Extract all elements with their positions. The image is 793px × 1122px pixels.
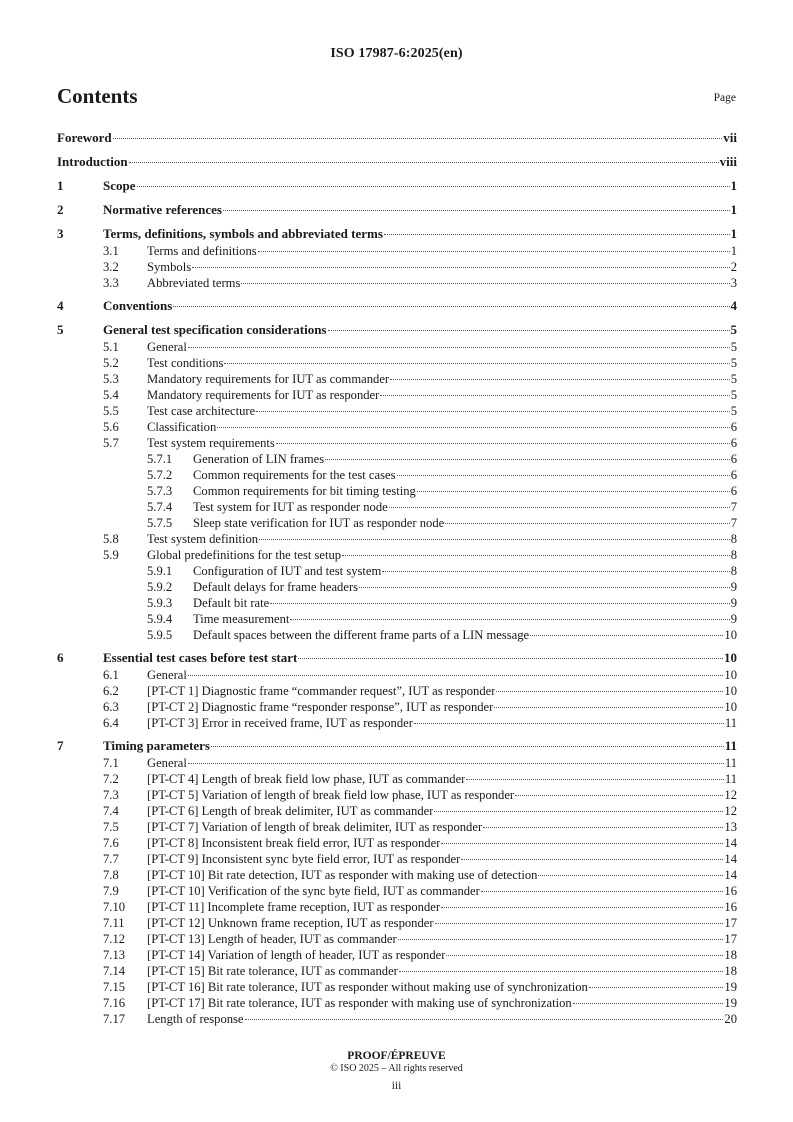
toc-entry[interactable] xyxy=(57,755,737,771)
toc-entry-title[interactable]: Default spaces between the different frame parts of a LIN message xyxy=(193,628,530,642)
toc-entry-title[interactable]: [PT-CT 15] Bit rate tolerance, IUT as commander xyxy=(147,964,398,978)
toc-entry-title[interactable]: [PT-CT 9] Inconsistent sync byte field error, IUT as responder xyxy=(147,852,461,866)
toc-entry-page[interactable]: 4 xyxy=(730,298,737,313)
toc-entry-title[interactable]: [PT-CT 16] Bit rate tolerance, IUT as responder without making use of synchronization xyxy=(147,980,588,994)
toc-entry-page[interactable]: 11 xyxy=(724,756,737,770)
toc-entry[interactable] xyxy=(57,531,737,547)
dot-leader xyxy=(224,363,729,364)
toc-entry[interactable] xyxy=(57,667,737,683)
toc-entry-page[interactable]: 6 xyxy=(730,420,737,434)
toc-entry-number: 3.1 xyxy=(103,244,119,258)
toc-entry-page[interactable]: 10 xyxy=(724,684,737,698)
toc-entry-number: 7.9 xyxy=(103,884,119,898)
toc-entry-number: 2 xyxy=(57,202,64,217)
toc-entry-number: 7.1 xyxy=(103,756,119,770)
toc-entry-title[interactable]: Test system requirements xyxy=(147,436,275,450)
toc-entry-title[interactable]: Default delays for frame headers xyxy=(193,580,359,594)
dot-leader xyxy=(211,746,724,747)
toc-entry-number: 5.7.2 xyxy=(147,468,173,482)
toc-entry-title[interactable]: Common requirements for the test cases xyxy=(193,468,396,482)
toc-entry[interactable] xyxy=(57,563,737,579)
toc-entry-page[interactable]: 9 xyxy=(730,580,737,594)
toc-entry-number: 5.7.4 xyxy=(147,500,173,514)
page-number: iii xyxy=(391,1080,402,1092)
dot-leader xyxy=(530,635,723,636)
toc-entry-title[interactable]: General xyxy=(147,668,187,682)
dot-leader xyxy=(241,283,729,284)
dot-leader xyxy=(173,306,729,307)
toc-entry[interactable] xyxy=(57,451,737,467)
toc-entry-title[interactable]: Introduction xyxy=(57,154,128,169)
toc-entry[interactable] xyxy=(57,683,737,699)
toc-entry-number: 7 xyxy=(57,738,64,753)
toc-entry[interactable] xyxy=(57,579,737,595)
dot-leader xyxy=(461,859,723,860)
toc-entry[interactable] xyxy=(57,419,737,435)
toc-entry-page[interactable]: 5 xyxy=(730,388,737,402)
toc-entry-title[interactable]: General test specification considerations xyxy=(103,322,327,337)
toc-entry-number: 7.4 xyxy=(103,804,119,818)
toc-entry-number: 5.7.3 xyxy=(147,484,173,498)
toc-entry[interactable] xyxy=(57,771,737,787)
toc-entry-number: 3 xyxy=(57,226,64,241)
toc-entry-title[interactable]: [PT-CT 6] Length of break delimiter, IUT as commander xyxy=(147,804,434,818)
dot-leader xyxy=(434,811,723,812)
toc-entry[interactable] xyxy=(57,627,737,643)
toc-entry-number: 3.2 xyxy=(103,260,119,274)
dot-leader xyxy=(496,691,723,692)
toc-entry[interactable] xyxy=(57,611,737,627)
toc-entry-title[interactable]: Test system definition xyxy=(147,532,259,546)
toc-entry-title[interactable]: Scope xyxy=(103,178,136,193)
toc-entry-title[interactable]: Conventions xyxy=(103,298,173,313)
toc-entry-number: 3.3 xyxy=(103,276,119,290)
toc-entry[interactable] xyxy=(57,152,737,171)
toc-entry-page[interactable]: 11 xyxy=(724,772,737,786)
dot-leader xyxy=(129,162,719,163)
dot-leader xyxy=(389,507,730,508)
dot-leader xyxy=(245,1019,724,1020)
dot-leader xyxy=(441,907,723,908)
toc-entry-title[interactable]: [PT-CT 1] Diagnostic frame “commander request”, IUT as responder xyxy=(147,684,496,698)
toc-entry[interactable] xyxy=(57,736,737,755)
dot-leader xyxy=(217,427,729,428)
dot-leader xyxy=(481,891,724,892)
toc-entry-page[interactable]: 16 xyxy=(724,884,737,898)
toc-entry-page[interactable]: 10 xyxy=(724,650,737,665)
dot-leader xyxy=(223,210,730,211)
toc-entry-page[interactable]: 8 xyxy=(730,532,737,546)
toc-entry-title[interactable]: [PT-CT 11] Incomplete frame reception, IUT as responder xyxy=(147,900,441,914)
page-footer xyxy=(0,1050,793,1093)
toc-entry-title[interactable]: [PT-CT 5] Variation of length of break field low phase, IUT as responder xyxy=(147,788,515,802)
toc-entry-page[interactable]: 1 xyxy=(730,244,737,258)
toc-entry-number: 7.7 xyxy=(103,852,119,866)
dot-leader xyxy=(417,491,730,492)
toc-entry-page[interactable]: 1 xyxy=(730,178,737,193)
dot-leader xyxy=(137,186,730,187)
toc-entry-title[interactable]: Common requirements for bit timing testing xyxy=(193,484,416,498)
toc-entry-number: 7.13 xyxy=(103,948,126,962)
toc-entry-page[interactable]: 5 xyxy=(730,340,737,354)
dot-leader xyxy=(359,587,730,588)
toc-entry[interactable] xyxy=(57,200,737,219)
toc-entry[interactable] xyxy=(57,387,737,403)
toc-entry-page[interactable]: 11 xyxy=(724,738,737,753)
toc-entry-number: 5.9.5 xyxy=(147,628,173,642)
dot-leader xyxy=(589,987,724,988)
toc-entry-page[interactable]: 9 xyxy=(730,612,737,626)
toc-entry[interactable] xyxy=(57,803,737,819)
toc-entry-page[interactable]: 16 xyxy=(724,900,737,914)
toc-entry-page[interactable]: 5 xyxy=(730,356,737,370)
toc-entry[interactable] xyxy=(57,648,737,667)
toc-entry-title[interactable]: [PT-CT 12] Unknown frame reception, IUT as responder xyxy=(147,916,434,930)
toc-entry-title[interactable]: [PT-CT 13] Length of header, IUT as commander xyxy=(147,932,397,946)
toc-entry[interactable] xyxy=(57,403,737,419)
toc-entry-number: 5.7.1 xyxy=(147,452,173,466)
proof-label: PROOF/ÉPREUVE xyxy=(347,1050,446,1062)
toc-entry[interactable] xyxy=(57,851,737,867)
toc-entry-page[interactable]: 14 xyxy=(724,852,737,866)
toc-entry-page[interactable]: 18 xyxy=(724,964,737,978)
toc-entry-title[interactable]: [PT-CT 17] Bit rate tolerance, IUT as responder with making use of synchronization xyxy=(147,996,572,1010)
toc-entry-title[interactable]: Normative references xyxy=(103,202,222,217)
toc-entry-title[interactable]: [PT-CT 4] Length of break field low phase, IUT as commander xyxy=(147,772,466,786)
toc-entry-number: 6.1 xyxy=(103,668,119,682)
toc-entry-page[interactable]: 6 xyxy=(730,436,737,450)
toc-entry-page[interactable]: 5 xyxy=(730,322,737,337)
toc-entry-number: 5.9 xyxy=(103,548,119,562)
dot-leader xyxy=(515,795,723,796)
toc-entry[interactable] xyxy=(57,467,737,483)
toc-entry[interactable] xyxy=(57,275,737,291)
toc-entry[interactable] xyxy=(57,320,737,339)
toc-entry[interactable] xyxy=(57,867,737,883)
toc-entry-title[interactable]: Global predefinitions for the test setup xyxy=(147,548,342,562)
toc-entry-title[interactable]: General xyxy=(147,340,187,354)
toc-entry-title[interactable]: [PT-CT 10] Bit rate detection, IUT as responder with making use of detection xyxy=(147,868,538,882)
toc-entry-page[interactable]: 18 xyxy=(724,948,737,962)
dot-leader xyxy=(446,955,723,956)
toc-entry-title[interactable]: [PT-CT 10] Verification of the sync byte field, IUT as commander xyxy=(147,884,480,898)
dot-leader xyxy=(259,539,730,540)
toc-entry[interactable] xyxy=(57,1011,737,1027)
toc-entry-title[interactable]: General xyxy=(147,756,187,770)
toc-entry-page[interactable]: 13 xyxy=(724,820,737,834)
toc-entry-number: 7.3 xyxy=(103,788,119,802)
dot-leader xyxy=(192,267,730,268)
toc-entry-page[interactable]: 20 xyxy=(724,1012,737,1026)
toc-entry-number: 5.5 xyxy=(103,404,119,418)
toc-entry[interactable] xyxy=(57,176,737,195)
toc-entry-page[interactable]: 6 xyxy=(730,452,737,466)
toc-entry-page[interactable]: 10 xyxy=(724,700,737,714)
dot-leader xyxy=(441,843,723,844)
dot-leader xyxy=(270,603,729,604)
toc-entry[interactable] xyxy=(57,699,737,715)
toc-entry-number: 5.6 xyxy=(103,420,119,434)
toc-entry-page[interactable]: 12 xyxy=(724,804,737,818)
toc-entry-title[interactable]: Generation of LIN frames xyxy=(193,452,325,466)
dot-leader xyxy=(382,571,729,572)
dot-leader xyxy=(256,411,730,412)
toc-entry-page[interactable]: 8 xyxy=(730,564,737,578)
toc-entry-number: 7.15 xyxy=(103,980,126,994)
toc-entry[interactable] xyxy=(57,259,737,275)
toc-entry-number: 5.9.1 xyxy=(147,564,173,578)
toc-entry[interactable] xyxy=(57,963,737,979)
toc-entry[interactable] xyxy=(57,547,737,563)
dot-leader xyxy=(494,707,723,708)
toc-entry[interactable] xyxy=(57,224,737,243)
toc-entry-number: 6.3 xyxy=(103,700,119,714)
toc-entry-number: 6.2 xyxy=(103,684,119,698)
toc-entry[interactable] xyxy=(57,931,737,947)
toc-entry-page[interactable]: 17 xyxy=(724,932,737,946)
toc-entry-title[interactable]: [PT-CT 14] Variation of length of header, IUT as responder xyxy=(147,948,446,962)
toc-entry-page[interactable]: 10 xyxy=(724,628,737,642)
toc-entry[interactable] xyxy=(57,355,737,371)
toc-entry-page[interactable]: 14 xyxy=(724,868,737,882)
toc-entry[interactable] xyxy=(57,835,737,851)
page-column-label: Page xyxy=(713,92,736,104)
toc-entry-number: 7.10 xyxy=(103,900,126,914)
dot-leader xyxy=(188,347,730,348)
toc-entry[interactable] xyxy=(57,883,737,899)
toc-entry-number: 5.7 xyxy=(103,436,119,450)
toc-entry-title[interactable]: [PT-CT 7] Variation of length of break delimiter, IUT as responder xyxy=(147,820,483,834)
toc-entry-number: 7.12 xyxy=(103,932,126,946)
toc-entry[interactable] xyxy=(57,915,737,931)
toc-entry[interactable] xyxy=(57,243,737,259)
toc-entry[interactable] xyxy=(57,947,737,963)
toc-entry[interactable] xyxy=(57,715,737,731)
toc-entry-number: 5.8 xyxy=(103,532,119,546)
dot-leader xyxy=(380,395,729,396)
toc-entry[interactable] xyxy=(57,979,737,995)
toc-entry-title[interactable]: [PT-CT 2] Diagnostic frame “responder response”, IUT as responder xyxy=(147,700,494,714)
toc-entry-number: 7.2 xyxy=(103,772,119,786)
toc-entry-page[interactable]: 2 xyxy=(730,260,737,274)
toc-entry-page[interactable]: 14 xyxy=(724,836,737,850)
toc-entry-number: 5.4 xyxy=(103,388,119,402)
toc-entry-page[interactable]: 8 xyxy=(730,548,737,562)
toc-entry[interactable] xyxy=(57,515,737,531)
dot-leader xyxy=(342,555,730,556)
dot-leader xyxy=(573,1003,724,1004)
toc-entry[interactable] xyxy=(57,483,737,499)
dot-leader xyxy=(435,923,724,924)
toc-entry-title[interactable]: Essential test cases before test start xyxy=(103,650,298,665)
toc-entry-page[interactable]: vii xyxy=(723,130,737,145)
dot-leader xyxy=(384,234,730,235)
toc-entry-number: 7.6 xyxy=(103,836,119,850)
toc-entry-number: 1 xyxy=(57,178,64,193)
toc-entry-page[interactable]: 11 xyxy=(724,716,737,730)
dot-leader xyxy=(390,379,730,380)
toc-entry-page[interactable]: 10 xyxy=(724,668,737,682)
toc-entry[interactable] xyxy=(57,435,737,451)
toc-entry-title[interactable]: [PT-CT 3] Error in received frame, IUT as responder xyxy=(147,716,413,730)
dot-leader xyxy=(445,523,729,524)
toc-entry-number: 7.16 xyxy=(103,996,126,1010)
toc-entry-number: 6 xyxy=(57,650,64,665)
toc-entry-page[interactable]: 19 xyxy=(724,980,737,994)
copyright-notice: © ISO 2025 – All rights reserved xyxy=(330,1063,463,1074)
toc-entry-title[interactable]: Terms and definitions xyxy=(147,244,257,258)
toc-entry-number: 7.8 xyxy=(103,868,119,882)
toc-entry[interactable] xyxy=(57,128,737,147)
toc-entry-title[interactable]: Configuration of IUT and test system xyxy=(193,564,382,578)
toc-entry-title[interactable]: Classification xyxy=(147,420,217,434)
dot-leader xyxy=(328,330,730,331)
toc-entry-number: 7.11 xyxy=(103,916,125,930)
toc-entry-number: 5.7.5 xyxy=(147,516,173,530)
toc-entry-title[interactable]: Test conditions xyxy=(147,356,224,370)
toc-entry-page[interactable]: 5 xyxy=(730,404,737,418)
toc-entry-page[interactable]: viii xyxy=(719,154,737,169)
dot-leader xyxy=(397,475,730,476)
toc-entry-title[interactable]: Mandatory requirements for IUT as responder xyxy=(147,388,380,402)
toc-entry-page[interactable]: 7 xyxy=(730,516,737,530)
toc-entry[interactable] xyxy=(57,371,737,387)
dot-leader xyxy=(298,658,723,659)
contents-title: Contents xyxy=(57,84,138,108)
toc-entry-title[interactable]: Sleep state verification for IUT as responder node xyxy=(193,516,445,530)
toc-entry-number: 5.9.3 xyxy=(147,596,173,610)
toc-entry-number: 5.9.2 xyxy=(147,580,173,594)
dot-leader xyxy=(466,779,723,780)
toc-entry-page[interactable]: 6 xyxy=(730,484,737,498)
toc-entry-page[interactable]: 1 xyxy=(730,202,737,217)
toc-entry-title[interactable]: Terms, definitions, symbols and abbreviated terms xyxy=(103,226,383,241)
toc-entry-title[interactable]: Timing parameters xyxy=(103,738,210,753)
toc-entry-number: 5.3 xyxy=(103,372,119,386)
toc-entry-number: 5.1 xyxy=(103,340,119,354)
toc-entry-title[interactable]: Test case architecture xyxy=(147,404,256,418)
toc-entry-page[interactable]: 17 xyxy=(724,916,737,930)
toc-entry-number: 5.2 xyxy=(103,356,119,370)
toc-entry[interactable] xyxy=(57,296,737,315)
dot-leader xyxy=(113,138,723,139)
toc-entry-title[interactable]: Mandatory requirements for IUT as commander xyxy=(147,372,390,386)
toc-entry-number: 4 xyxy=(57,298,64,313)
table-of-contents xyxy=(57,128,737,1027)
dot-leader xyxy=(398,939,724,940)
dot-leader xyxy=(399,971,724,972)
document-id-header: ISO 17987-6:2025(en) xyxy=(330,46,463,61)
toc-entry-page[interactable]: 1 xyxy=(730,226,737,241)
toc-entry-number: 6.4 xyxy=(103,716,119,730)
toc-entry[interactable] xyxy=(57,899,737,915)
dot-leader xyxy=(188,763,724,764)
dot-leader xyxy=(414,723,724,724)
toc-entry-page[interactable]: 7 xyxy=(730,500,737,514)
toc-entry-title[interactable]: Default bit rate xyxy=(193,596,270,610)
toc-entry-page[interactable]: 3 xyxy=(730,276,737,290)
dot-leader xyxy=(538,875,723,876)
toc-entry-title[interactable]: Abbreviated terms xyxy=(147,276,241,290)
toc-entry-number: 5.9.4 xyxy=(147,612,173,626)
toc-entry[interactable] xyxy=(57,819,737,835)
dot-leader xyxy=(276,443,730,444)
toc-entry[interactable] xyxy=(57,339,737,355)
toc-entry-number: 7.14 xyxy=(103,964,126,978)
toc-entry-page[interactable]: 6 xyxy=(730,468,737,482)
toc-entry-page[interactable]: 12 xyxy=(724,788,737,802)
toc-entry-page[interactable]: 5 xyxy=(730,372,737,386)
dot-leader xyxy=(188,675,724,676)
toc-entry-title[interactable]: Symbols xyxy=(147,260,192,274)
toc-entry-number: 7.5 xyxy=(103,820,119,834)
toc-entry-number: 5 xyxy=(57,322,64,337)
toc-entry-page[interactable]: 19 xyxy=(724,996,737,1010)
toc-entry-title[interactable]: Length of response xyxy=(147,1012,244,1026)
toc-entry-title[interactable]: Test system for IUT as responder node xyxy=(193,500,388,514)
toc-entry-title[interactable]: Foreword xyxy=(57,130,112,145)
toc-entry[interactable] xyxy=(57,595,737,611)
toc-entry[interactable] xyxy=(57,499,737,515)
toc-entry[interactable] xyxy=(57,995,737,1011)
toc-entry[interactable] xyxy=(57,787,737,803)
dot-leader xyxy=(325,459,730,460)
dot-leader xyxy=(290,619,729,620)
toc-entry-title[interactable]: Time measurement xyxy=(193,612,290,626)
dot-leader xyxy=(483,827,723,828)
toc-entry-number: 7.17 xyxy=(103,1012,126,1026)
toc-entry-page[interactable]: 9 xyxy=(730,596,737,610)
dot-leader xyxy=(258,251,730,252)
toc-entry-title[interactable]: [PT-CT 8] Inconsistent break field error, IUT as responder xyxy=(147,836,441,850)
